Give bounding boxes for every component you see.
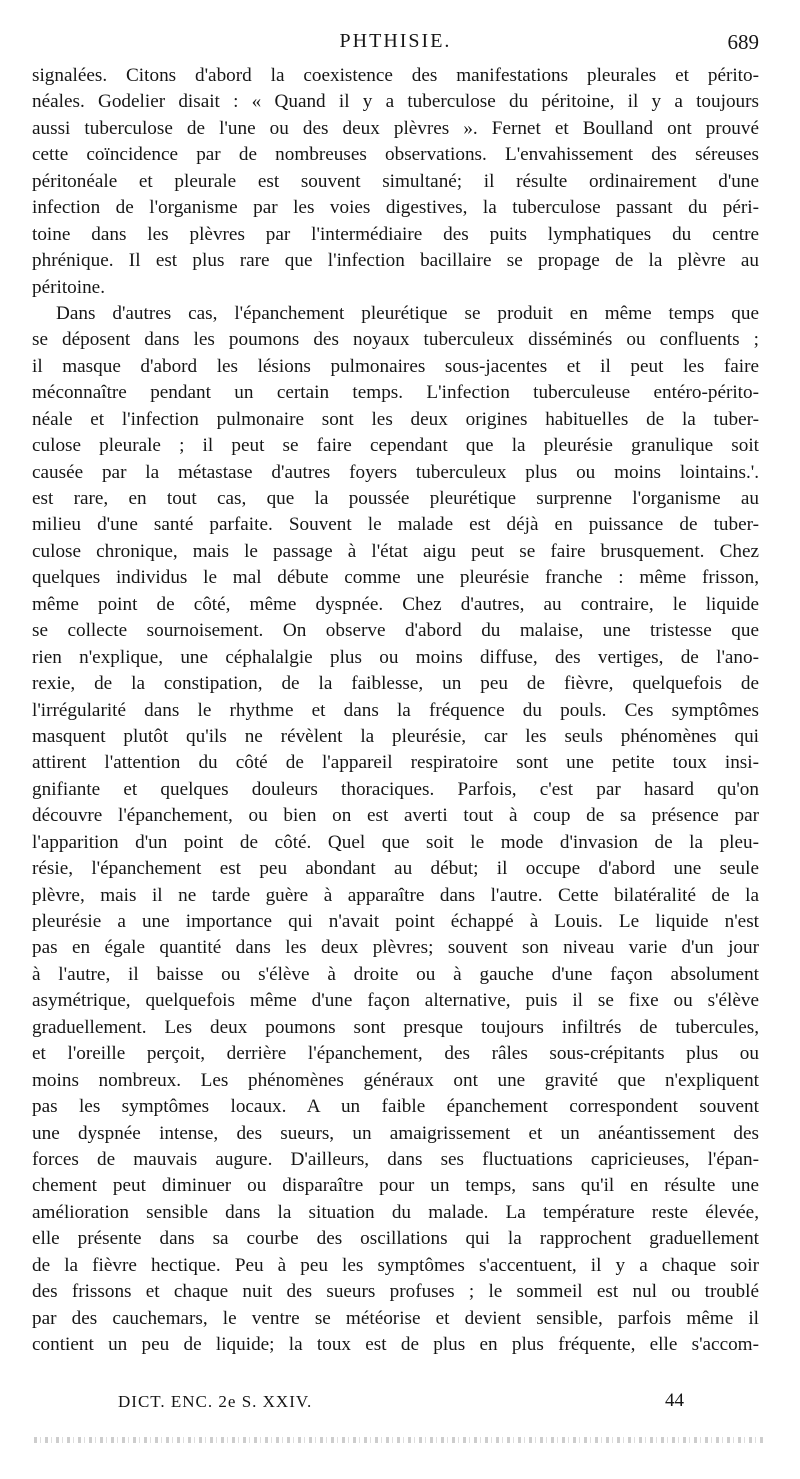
text-line: il masque d'abord les lésions pulmonaires sous-jacentes et il peut les faire — [32, 355, 759, 377]
text-line: néales. Godelier disait : « Quand il y a tuberculose du péritoine, il y a toujours — [32, 91, 759, 113]
text-line: se déposent dans les poumons des noyaux tuberculeux disséminés ou confluents ; — [32, 329, 759, 351]
text-line: causée par la métastase d'autres foyers tuberculeux plus ou moins lointains.'. — [32, 461, 759, 483]
text-line: méconnaître pendant un certain temps. L'infection tuberculeuse entéro-périto- — [32, 382, 759, 404]
text-line: quelques individus le mal débute comme une pleurésie franche : même frisson, — [32, 567, 759, 589]
running-title: PHTHISIE. — [339, 30, 452, 52]
text-line: l'irrégularité dans le rhythme et dans la fréquence du pouls. Ces symptômes — [32, 699, 759, 721]
text-line: moins nombreux. Les phénomènes généraux ont une gravité que n'expliquent — [32, 1069, 759, 1091]
text-line: rien n'explique, une céphalalgie plus ou moins diffuse, des vertiges, de l'ano- — [32, 646, 759, 668]
text-line: asymétrique, quelquefois même d'une façon alternative, puis il se fixe ou s'élève — [32, 990, 759, 1012]
text-line: phrénique. Il est plus rare que l'infection bacillaire se propage de la plèvre au — [32, 250, 759, 272]
text-line: forces de mauvais augure. D'ailleurs, dans ses fluctuations capricieuses, l'épan- — [32, 1148, 759, 1170]
text-line: chement peut diminuer ou disparaître pour un temps, sans qu'il en résulte une — [32, 1175, 759, 1197]
text-line: rexie, de la constipation, de la faiblesse, un peu de fièvre, quelquefois de — [32, 673, 759, 695]
text-line: découvre l'épanchement, ou bien on est averti tout à coup de sa présence par — [32, 805, 759, 827]
show-through-bleed — [34, 1437, 764, 1443]
page-header — [32, 30, 759, 58]
text-line: est rare, en tout cas, que la poussée pleurétique surprenne l'organisme au — [32, 488, 759, 509]
text-line: amélioration sensible dans la situation du malade. La température reste élevée, — [32, 1201, 759, 1223]
text-line: gnifiante et quelques douleurs thoraciques. Parfois, c'est par hasard qu'on — [32, 778, 759, 800]
text-line: plèvre, mais il ne tarde guère à apparaître dans l'autre. Cette bilatéralité de la — [32, 884, 759, 906]
text-line: culose pleurale ; il peut se faire cependant que la pleurésie granulique soit — [32, 435, 759, 457]
text-line: graduellement. Les deux poumons sont presque toujours infiltrés de tubercules, — [32, 1016, 759, 1038]
text-line: péritonéale et pleurale est souvent simultané; il résulte ordinairement d'une — [32, 170, 759, 192]
text-line: pleurésie a une importance qui n'avait point échappé à Louis. Le liquide n'est — [32, 911, 759, 932]
text-line: culose chronique, mais le passage à l'état aigu peut se faire brusquement. Chez — [32, 540, 759, 562]
text-line: se collecte sournoisement. On observe d'abord du malaise, une tristesse que — [32, 620, 759, 642]
text-line: Dans d'autres cas, l'épanchement pleurétique se produit en même temps que — [56, 302, 759, 324]
text-line: résie, l'épanchement est peu abondant au début; il occupe d'abord une seule — [32, 858, 759, 880]
text-line: toine dans les plèvres par l'intermédiaire des puits lymphatiques du centre — [32, 223, 759, 245]
text-line: une dyspnée intense, des sueurs, un amaigrissement et un anéantissement des — [32, 1122, 759, 1144]
text-line: cette coïncidence par de nombreuses observations. L'envahissement des séreuses — [32, 144, 759, 166]
page-number: 689 — [727, 30, 759, 54]
body-text — [32, 63, 759, 1358]
text-line: néale et l'infection pulmonaire sont les deux origines habituelles de la tuber- — [32, 408, 759, 430]
text-line: signalées. Citons d'abord la coexistence des manifestations pleurales et périto- — [32, 65, 759, 86]
text-line: attirent l'attention du côté de l'appareil respiratoire sont une petite toux insi- — [32, 752, 759, 774]
text-line: aussi tuberculose de l'une ou des deux plèvres ». Fernet et Boulland ont prouvé — [32, 117, 759, 139]
printer-signature: DICT. ENC. 2e S. XXIV. — [118, 1392, 313, 1411]
text-line: masquent plutôt qu'ils ne révèlent la pleurésie, car les seuls phénomènes qui — [32, 725, 759, 747]
text-line: par des cauchemars, le ventre se météorise et devient sensible, parfois même il — [32, 1307, 759, 1329]
text-line: de la fièvre hectique. Peu à peu les symptômes s'accentuent, il y a chaque soir — [32, 1254, 759, 1276]
text-line: milieu d'une santé parfaite. Souvent le malade est déjà en puissance de tuber- — [32, 514, 759, 536]
text-line: même point de côté, même dyspnée. Chez d'autres, au contraire, le liquide — [32, 593, 759, 615]
text-line: contient un peu de liquide; la toux est de plus en plus fréquente, elle s'accom- — [32, 1334, 759, 1355]
text-line: pas les symptômes locaux. A un faible épanchement correspondent souvent — [32, 1096, 759, 1118]
text-line: péritoine. — [32, 276, 105, 298]
text-line: infection de l'organisme par les voies digestives, la tuberculose passant du péri- — [32, 197, 759, 219]
page-footer — [118, 1390, 684, 1416]
text-line: l'apparition d'un point de côté. Quel que soit le mode d'invasion de la pleu- — [32, 831, 759, 853]
text-line: elle présente dans sa courbe des oscillations qui la rapprochent graduellement — [32, 1228, 759, 1250]
text-line: des frissons et chaque nuit des sueurs profuses ; le sommeil est nul ou troublé — [32, 1281, 759, 1303]
text-line: à l'autre, il baisse ou s'élève à droite ou à gauche d'une façon absolument — [32, 963, 759, 985]
text-line: et l'oreille perçoit, derrière l'épanchement, des râles sous-crépitants plus ou — [32, 1043, 759, 1065]
sheet-number: 44 — [665, 1390, 684, 1411]
text-line: pas en égale quantité dans les deux plèvres; souvent son niveau varie d'un jour — [32, 937, 759, 959]
